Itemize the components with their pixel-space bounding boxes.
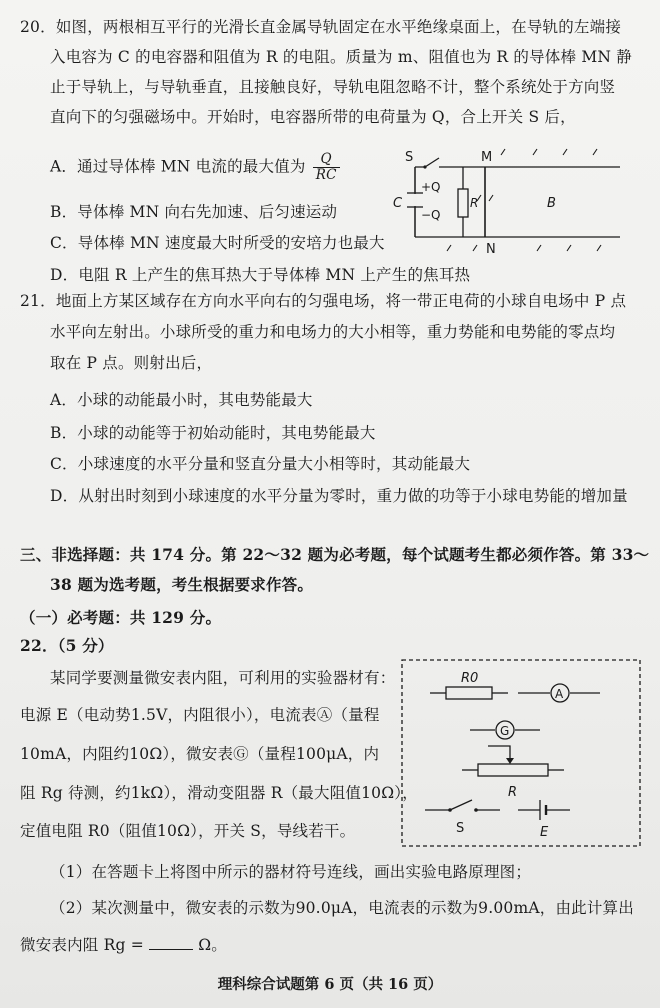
capacitor-minus-q-label: −Q [421,208,441,222]
q20-line-4: 直向下的匀强磁场中。开始时，电容器所带的电荷量为 Q，合上开关 S 后， [50,108,576,126]
q22-sub-3-unit: Ω。 [198,936,227,954]
q21-line-1: 21．地面上方某区域存在方向水平向右的匀强电场，将一带正电荷的小球自电场中 P 点 [20,292,627,310]
rheostat-r-label: R [508,785,518,800]
page-footer: 理科综合试题第 6 页（共 16 页） [217,976,443,993]
switch-s-label: S [405,150,414,165]
q22-para-1: 某同学要测量微安表内阻，可利用的实验器材有： [50,669,396,687]
switch-s-label-q22: S [456,821,465,836]
q20-option-d: D．电阻 R 上产生的焦耳热大于导体棒 MN 上产生的焦耳热 [50,266,471,284]
q21-option-d: D．从射出时刻到小球速度的水平分量为零时，重力做的功等于小球电势能的增加量 [50,487,628,505]
rail-circuit-figure [385,145,630,260]
rod-n-label: N [486,242,496,257]
rod-m-label: M [481,150,493,165]
r0-label: R0 [461,671,479,686]
q21-line-2: 水平向左射出。小球所受的重力和电场力的大小相等，重力势能和电势能的零点均 [50,323,616,341]
q21-line-3: 取在 P 点。则射出后， [50,354,213,372]
q21-option-a: A．小球的动能最小时，其电势能最大 [50,391,313,409]
answer-blank[interactable] [149,934,193,950]
q20-option-c: C．导体棒 MN 速度最大时所受的安培力也最大 [50,234,385,252]
q21-option-b: B．小球的动能等于初始动能时，其电势能最大 [50,424,376,442]
galvanometer-icon: G [500,724,510,738]
q22-para-3: 10mA，内阻约10Ω），微安表Ⓖ（量程100μA，内 [20,745,380,763]
fraction-q-over-rc [313,152,340,183]
section3-line-2: 38 题为选考题，考生根据要求作答。 [50,575,314,594]
fraction-numerator: Q [313,152,340,168]
q20-option-a-text: A．通过导体棒 MN 电流的最大值为 [50,157,306,176]
ammeter-icon: A [555,687,564,701]
apparatus-figure [400,658,644,850]
fraction-denominator: RC [315,167,337,183]
resistor-r-label: R [470,196,479,210]
section3-subheading: （一）必考题：共 129 分。 [20,608,222,627]
q22-sub-3-prefix: 微安表内阻 Rg = [20,936,144,954]
q20-line-2: 入电容为 C 的电容器和阻值为 R 的电阻。质量为 m、阻值也为 R 的导体棒 MN 静 [50,48,632,66]
q20-line-1: 20．如图，两根相互平行的光滑长直金属导轨固定在水平绝缘桌面上，在导轨的左端接 [20,18,622,36]
q22-para-4: 阻 Rg 待测，约1kΩ），滑动变阻器 R（最大阻值10Ω）， [20,784,418,802]
section3-line-1: 三、非选择题：共 174 分。第 22～32 题为必考题，每个试题考生都必须作答。第 33～ [20,545,650,564]
capacitor-plus-q-label: +Q [421,180,441,194]
q22-sub-3 [20,934,227,955]
q22-para-5: 定值电阻 R0（阻值10Ω），开关 S，导线若干。 [20,822,356,840]
q22-sub-2: （2）某次测量中，微安表的示数为90.0μA，电流表的示数为9.00mA，由此计算出 [50,899,634,917]
battery-e-label: E [540,825,549,840]
q20-option-b: B．导体棒 MN 向右先加速、后匀速运动 [50,203,338,221]
field-b-label: B [547,196,556,211]
q20-option-a [50,152,340,183]
q22-sub-1: （1）在答题卡上将图中所示的器材符号连线，画出实验电路原理图； [50,863,532,881]
q21-option-c: C．小球速度的水平分量和竖直分量大小相等时，其动能最大 [50,455,471,473]
q22-para-2: 电源 E（电动势1.5V，内阻很小），电流表Ⓐ（量程 [20,706,380,724]
q20-line-3: 止于导轨上，与导轨垂直，且接触良好，导轨电阻忽略不计，整个系统处于方向竖 [50,78,616,96]
q22-header: 22．（5 分） [20,636,114,655]
capacitor-c-label: C [393,196,403,211]
